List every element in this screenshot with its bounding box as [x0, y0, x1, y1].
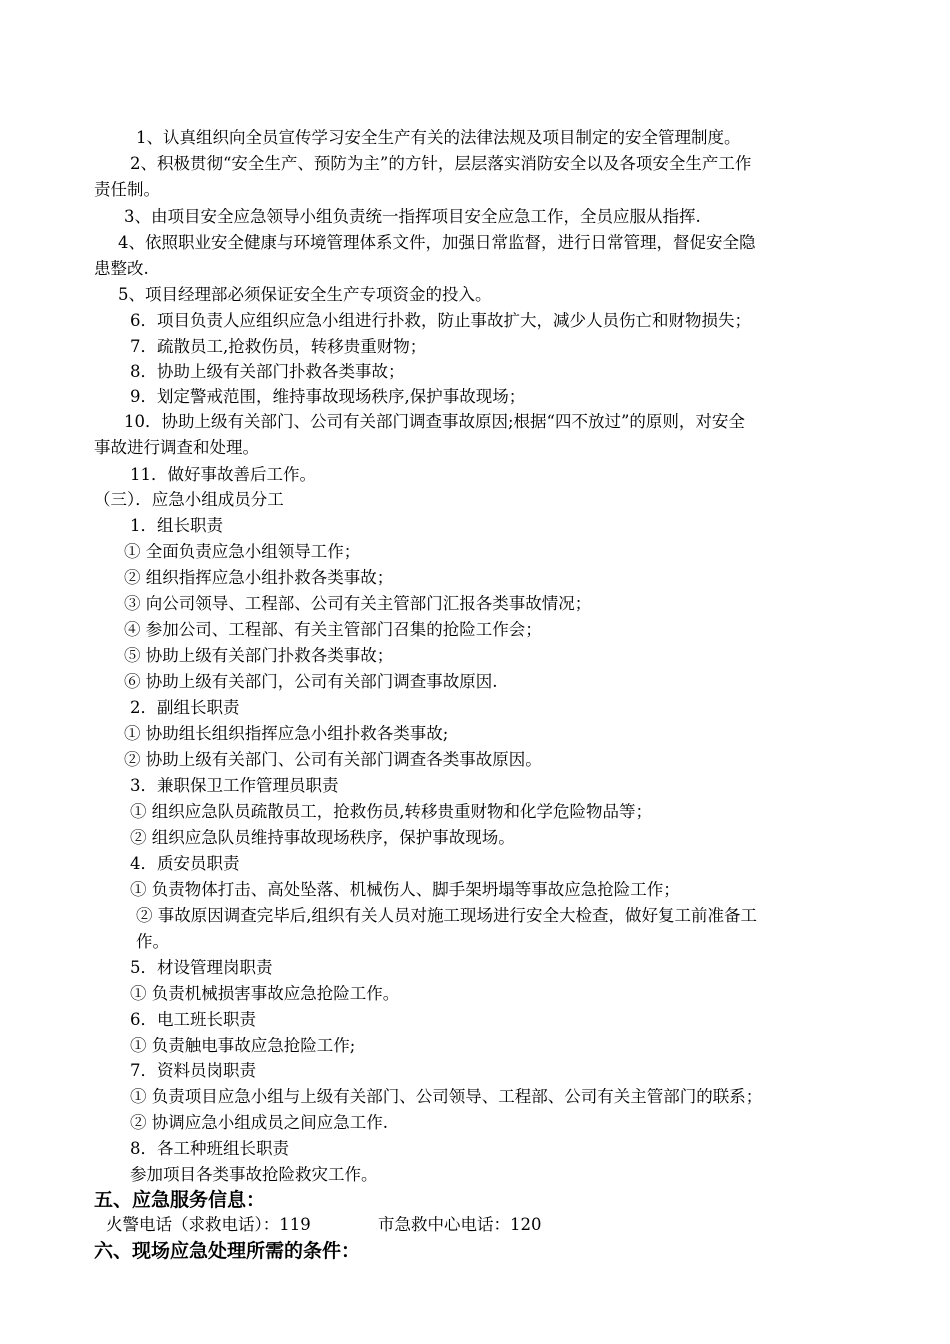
text-line: 8．协助上级有关部门扑救各类事故； — [130, 362, 405, 381]
text-line: 3、由项目安全应急领导小组负责统一指挥项目安全应急工作，全员应服从指挥. — [124, 207, 701, 226]
list-item: ④ 参加公司、工程部、有关主管部门召集的抢险工作会； — [124, 620, 542, 639]
text-line: 2、积极贯彻“安全生产、预防为主”的方针，层层落实消防安全以及各项安全生产工作 — [130, 154, 752, 173]
list-item: ② 组织指挥应急小组扑救各类事故； — [124, 568, 394, 587]
list-item: ⑤ 协助上级有关部门扑救各类事故； — [124, 646, 394, 665]
text-line: 11．做好事故善后工作。 — [130, 465, 316, 484]
section-heading-emergency-info: 五、应急服务信息： — [94, 1189, 266, 1211]
text-line: 7．资料员岗职责 — [130, 1061, 256, 1080]
list-item: ① 全面负责应急小组领导工作； — [124, 542, 361, 561]
text-line: 1、认真组织向全员宣传学习安全生产有关的法律法规及项目制定的安全管理制度。 — [136, 128, 741, 147]
list-item: ⑥ 协助上级有关部门，公司有关部门调查事故原因. — [124, 672, 498, 691]
text-line: 参加项目各类事故抢险救灾工作。 — [130, 1165, 378, 1184]
list-item: ② 组织应急队员维持事故现场秩序，保护事故现场。 — [130, 828, 515, 847]
text-line: 作。 — [136, 932, 169, 951]
text-line: 8．各工种班组长职责 — [130, 1139, 289, 1158]
list-item: ① 协助组长组织指挥应急小组扑救各类事故; — [124, 724, 449, 743]
list-item: ② 协助上级有关部门、公司有关部门调查各类事故原因。 — [124, 750, 542, 769]
text-line: 4．质安员职责 — [130, 854, 240, 873]
text-line: 责任制。 — [94, 180, 160, 199]
text-line: 事故进行调查和处理。 — [94, 438, 259, 457]
list-item: ① 负责触电事故应急抢险工作; — [130, 1036, 356, 1055]
list-item: ① 负责物体打击、高处坠落、机械伤人、脚手架坍塌等事故应急抢险工作； — [130, 880, 680, 899]
list-item: ① 负责机械损害事故应急抢险工作。 — [130, 984, 400, 1003]
text-line: 4、依照职业安全健康与环境管理体系文件，加强日常监督，进行日常管理，督促安全隐 — [118, 233, 756, 252]
text-line: 3．兼职保卫工作管理员职责 — [130, 776, 339, 795]
text-line: 6．电工班长职责 — [130, 1010, 256, 1029]
text-line: 6．项目负责人应组织应急小组进行扑救，防止事故扩大，减少人员伤亡和财物损失； — [130, 311, 751, 330]
text-line: 9．划定警戒范围，维持事故现场秩序,保护事故现场； — [130, 387, 526, 406]
list-item: ② 事故原因调查完毕后,组织有关人员对施工现场进行安全大检查，做好复工前准备工 — [136, 906, 757, 925]
list-item: ① 组织应急队员疏散员工，抢救伤员,转移贵重财物和化学危险物品等； — [130, 802, 652, 821]
fire-phone: 火警电话（求救电话）：119 — [106, 1215, 311, 1234]
text-line: 2．副组长职责 — [130, 698, 240, 717]
text-line: 10．协助上级有关部门、公司有关部门调查事故原因;根据“四不放过”的原则，对安全 — [124, 412, 745, 431]
text-line: 患整改. — [94, 259, 149, 278]
list-item: ① 负责项目应急小组与上级有关部门、公司领导、工程部、公司有关主管部门的联系； — [130, 1087, 763, 1106]
text-line: 1．组长职责 — [130, 516, 223, 535]
ambulance-phone: 市急救中心电话：120 — [378, 1215, 542, 1234]
section-heading-onsite-conditions: 六、现场应急处理所需的条件： — [94, 1240, 361, 1262]
list-item: ② 协调应急小组成员之间应急工作. — [130, 1113, 388, 1132]
section-subheading: （三）．应急小组成员分工 — [94, 490, 284, 509]
text-line: 5．材设管理岗职责 — [130, 958, 273, 977]
text-line: 7．疏散员工,抢救伤员，转移贵重财物； — [130, 337, 427, 356]
text-line: 5、项目经理部必须保证安全生产专项资金的投入。 — [118, 285, 492, 304]
list-item: ③ 向公司领导、工程部、公司有关主管部门汇报各类事故情况； — [124, 594, 592, 613]
